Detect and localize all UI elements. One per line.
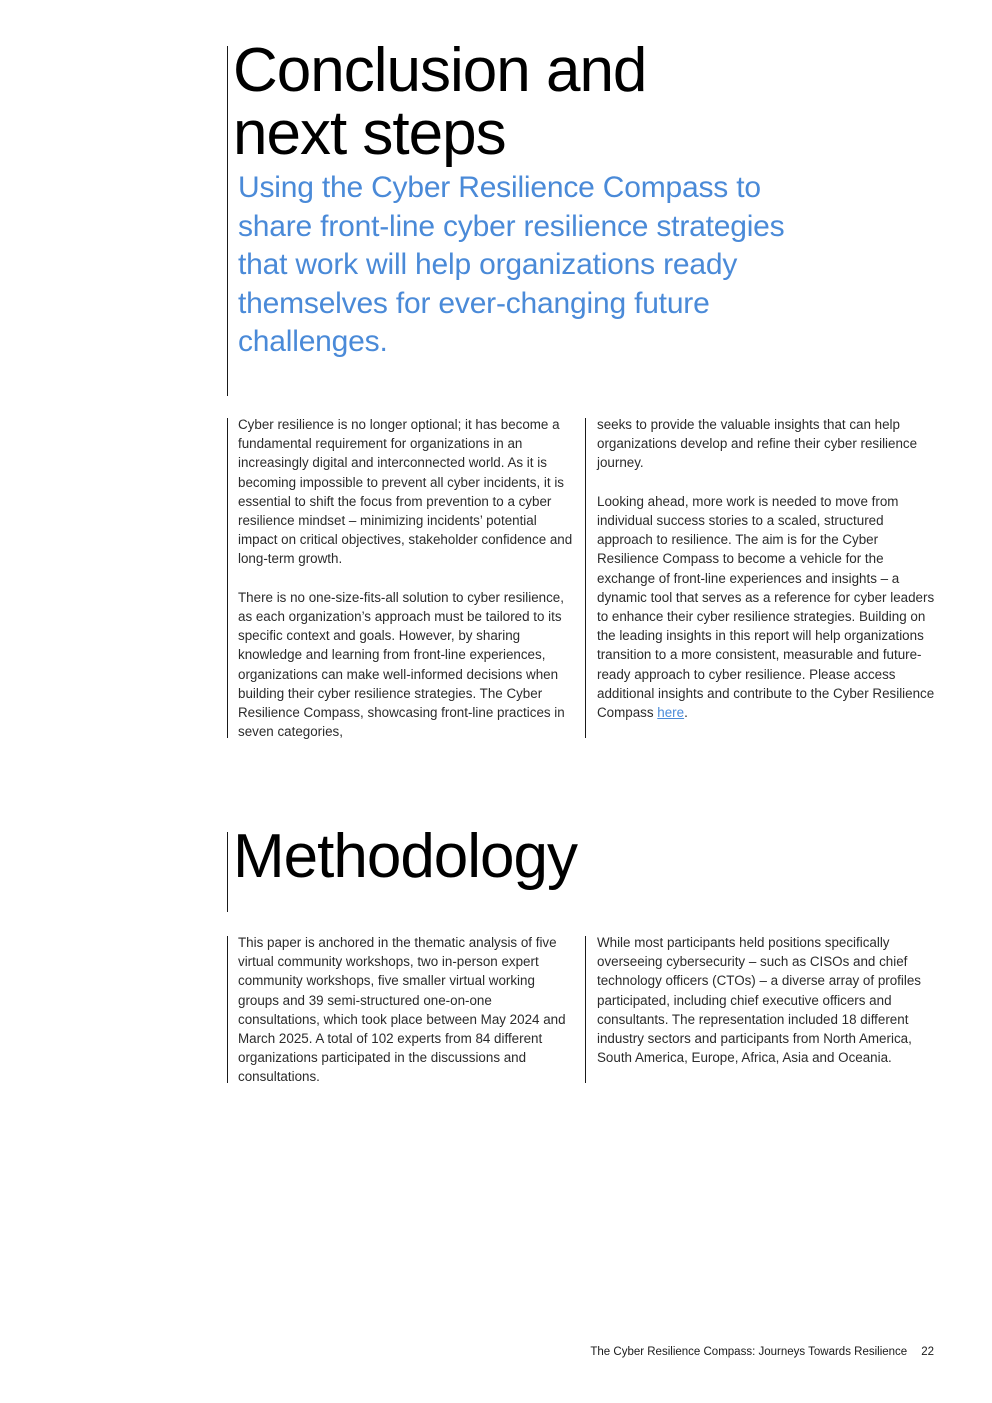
methodology-column-2 bbox=[597, 933, 933, 1067]
conclusion-col1-paragraph-2: There is no one-size-fits-all solution to cyber resilience, as each organization’s approach must be tailored to its specific context and goals. However, by sharing knowledge and learning from front-line experiences, organizations can make well-informed decisions when building their cyber resilience strategies. The Cyber Resilience Compass, showcasing front-line practices in seven categories, bbox=[238, 589, 565, 740]
conclusion-subheading: Using the Cyber Resilience Compass to share front-line cyber resilience strategies that work will help organizations ready themselves for ever-changing future challenges. bbox=[238, 171, 785, 358]
methodology-title-rule bbox=[227, 832, 228, 912]
conclusion-col1-paragraph-1: Cyber resilience is no longer optional; it has become a fundamental requirement for organizations in an increasingly digital and interconnected world. As it is becoming impossible to prevent all cyber incidents, it is essential to shift the focus from prevention to a cyber resilience mindset – minimizing incidents’ potential impact on critical objectives, stakeholder confidence and long-term growth. bbox=[238, 417, 573, 567]
conclusion-column-2 bbox=[597, 415, 939, 722]
conclusion-title-rule bbox=[227, 46, 228, 396]
footer-report-subtitle: Journeys Towards Resilience bbox=[755, 1346, 908, 1358]
conclusion-column-rule-left bbox=[227, 418, 228, 738]
conclusion-title-line1: Conclusion and bbox=[233, 36, 647, 105]
conclusion-col2-paragraph-2-end: . bbox=[684, 705, 688, 721]
methodology-column-1 bbox=[238, 933, 574, 1087]
conclusion-col2-paragraph-2-text: Looking ahead, more work is needed to move from individual success stories to a scaled, structured approach to resilience. The aim is for the Cyber Resilience Compass to become a vehicle for the exchange of front-line experiences and insights – a dynamic tool that serves as a reference for cyber leaders to enhance their cyber resilience strategies. Building on the leading insights in this report will help organizations transition to a more consistent, measurable and future-ready approach to cyber resilience. Please access additional insights and contribute to the Cyber Resilience Compass bbox=[597, 493, 935, 721]
conclusion-col2-paragraph-1: seeks to provide the valuable insights that can help organizations develop and refine their cyber resilience journey. bbox=[597, 417, 918, 471]
methodology-col1-paragraph: This paper is anchored in the thematic analysis of five virtual community workshops, two in-person expert community workshops, five smaller virtual working groups and 39 semi-structured one-on-one consultations, which took place between May 2024 and March 2025. A total of 102 experts from 84 different organizations participated in the discussions and consultations. bbox=[238, 935, 566, 1085]
footer-report-title: The Cyber Resilience Compass: bbox=[590, 1346, 756, 1358]
methodology-column-rule-left bbox=[227, 936, 228, 1083]
conclusion-column-1 bbox=[238, 415, 576, 741]
compass-here-link[interactable]: here bbox=[657, 705, 685, 721]
conclusion-title-line2: next steps bbox=[233, 99, 506, 168]
methodology-column-rule-middle bbox=[585, 936, 586, 1083]
conclusion-column-rule-middle bbox=[585, 418, 586, 738]
conclusion-col2-paragraph-2 bbox=[597, 492, 939, 722]
methodology-col2-paragraph: While most participants held positions specifically overseeing cybersecurity – such as CISOs and chief technology officers (CTOs) – a diverse array of profiles participated, including chief executive officers and consultants. The representation included 18 different industry sectors and participants from North America, South America, Europe, Africa, Asia and Oceania. bbox=[597, 935, 921, 1066]
methodology-title: Methodology bbox=[233, 822, 578, 891]
page-number: 22 bbox=[921, 1346, 934, 1358]
page-footer bbox=[590, 1346, 934, 1358]
